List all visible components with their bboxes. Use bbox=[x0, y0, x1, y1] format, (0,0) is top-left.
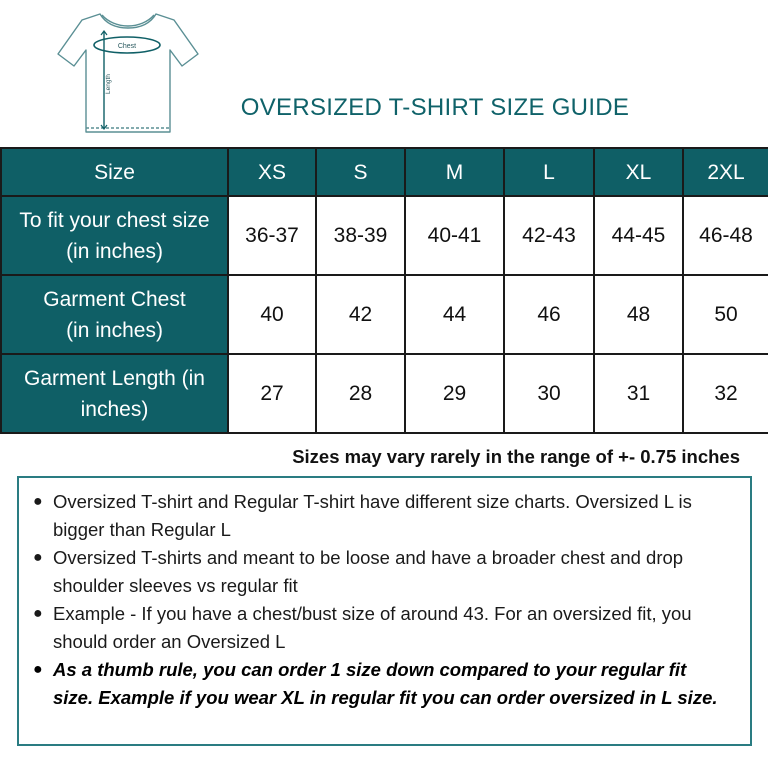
table-cell: 36-37 bbox=[228, 196, 316, 275]
page-title: OVERSIZED T-SHIRT SIZE GUIDE bbox=[240, 94, 630, 121]
chest-label: Chest bbox=[117, 43, 137, 50]
header-size-xl: XL bbox=[594, 148, 683, 196]
bullet-icon: ● bbox=[33, 605, 43, 622]
size-variance-note: Sizes may vary rarely in the range of +- 0.75 inches bbox=[292, 446, 740, 467]
table-cell: 44 bbox=[405, 275, 504, 354]
bullet-icon: ● bbox=[33, 661, 43, 678]
table-cell: 42-43 bbox=[504, 196, 594, 275]
table-cell: 32 bbox=[683, 354, 768, 433]
table-cell: 28 bbox=[316, 354, 405, 433]
tip-item: ● Example - If you have a chest/bust size of around 43. For an oversized fit, you should order an Oversized L bbox=[53, 600, 730, 656]
row-label-garment-chest: Garment Chest (in inches) bbox=[1, 275, 228, 354]
table-row-garment-length bbox=[1, 354, 768, 433]
table-cell: 31 bbox=[594, 354, 683, 433]
header-size-s: S bbox=[316, 148, 405, 196]
table-cell: 44-45 bbox=[594, 196, 683, 275]
table-row-fit-chest bbox=[1, 196, 768, 275]
tip-item: ● Oversized T-shirt and Regular T-shirt have different size charts. Oversized L is bigger than Regular L bbox=[53, 488, 730, 544]
table-cell: 38-39 bbox=[316, 196, 405, 275]
table-row-garment-chest bbox=[1, 275, 768, 354]
table-cell: 30 bbox=[504, 354, 594, 433]
header-size-2xl: 2XL bbox=[683, 148, 768, 196]
tip-item-thumb-rule: ● As a thumb rule, you can order 1 size down compared to your regular fit size. Example if you wear XL in regular fit you can order oversized in L size. bbox=[53, 656, 730, 712]
row-label-garment-length: Garment Length (in inches) bbox=[1, 354, 228, 433]
table-cell: 48 bbox=[594, 275, 683, 354]
tips-list bbox=[19, 478, 750, 712]
header-size-l: L bbox=[504, 148, 594, 196]
tip-item: ● Oversized T-shirts and meant to be loose and have a broader chest and drop shoulder sleeves vs regular fit bbox=[53, 544, 730, 600]
table-cell: 42 bbox=[316, 275, 405, 354]
size-chart-table bbox=[0, 147, 768, 434]
table-cell: 29 bbox=[405, 354, 504, 433]
header-size-xs: XS bbox=[228, 148, 316, 196]
table-cell: 40-41 bbox=[405, 196, 504, 275]
bullet-icon: ● bbox=[33, 493, 43, 510]
table-cell: 27 bbox=[228, 354, 316, 433]
row-label-fit-chest: To fit your chest size (in inches) bbox=[1, 196, 228, 275]
header-size-label: Size bbox=[1, 148, 228, 196]
size-tips-box bbox=[17, 476, 752, 746]
bullet-icon: ● bbox=[33, 549, 43, 566]
length-label: Length bbox=[105, 74, 112, 94]
table-header-row bbox=[1, 148, 768, 196]
table-cell: 40 bbox=[228, 275, 316, 354]
table-cell: 46 bbox=[504, 275, 594, 354]
table-cell: 50 bbox=[683, 275, 768, 354]
table-cell: 46-48 bbox=[683, 196, 768, 275]
header-size-m: M bbox=[405, 148, 504, 196]
